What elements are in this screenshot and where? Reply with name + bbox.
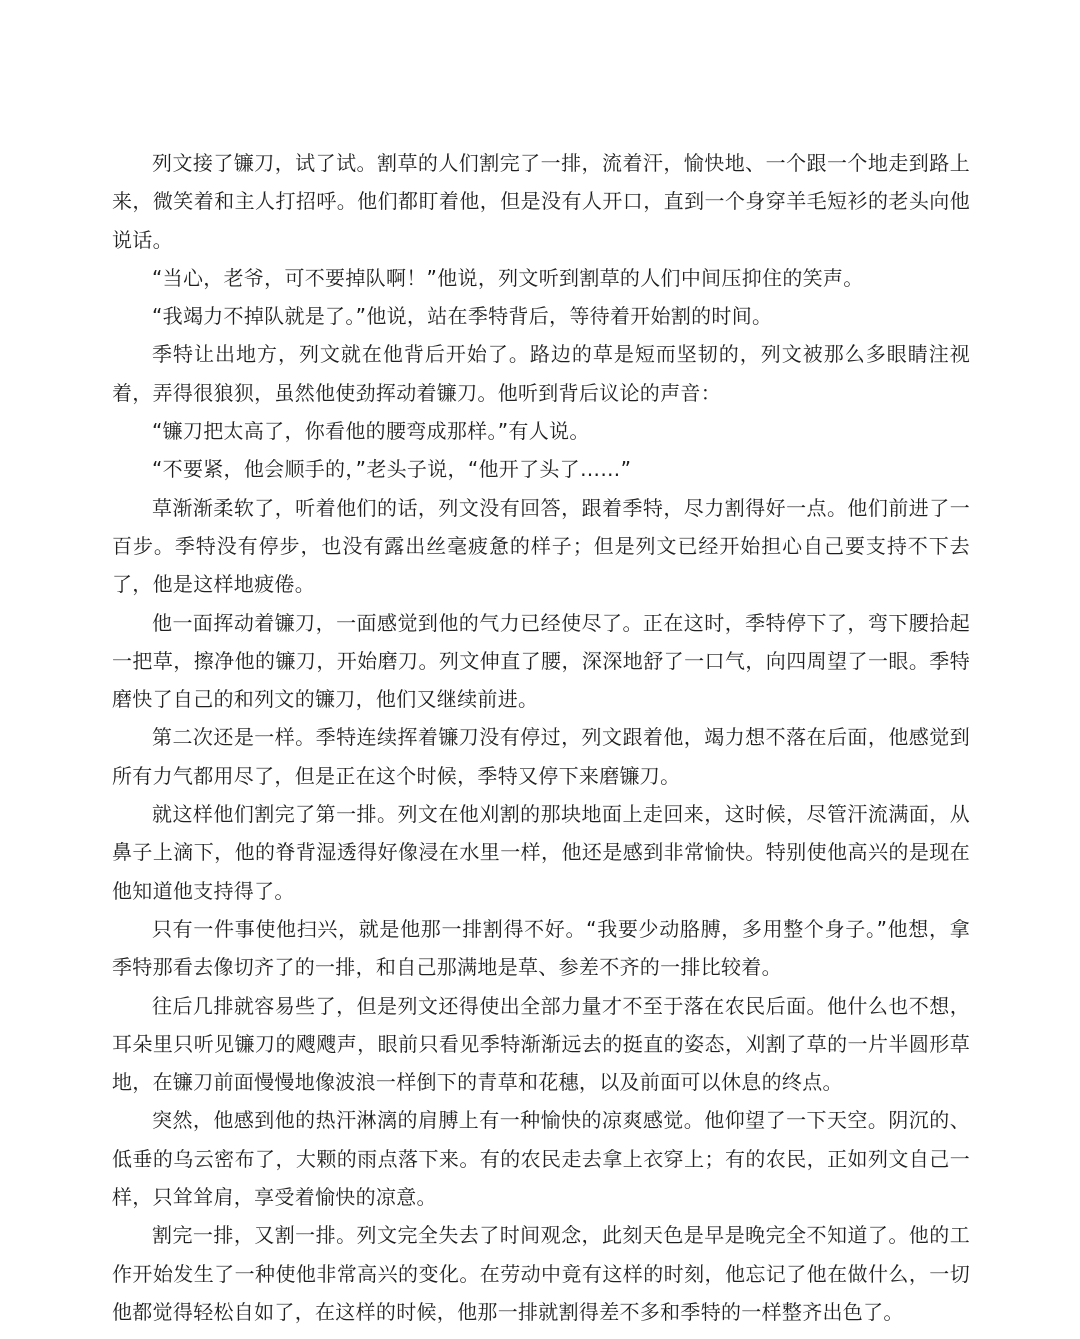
paragraph-8: 他一面挥动着镰刀，一面感觉到他的气力已经使尽了。正在这时，季特停下了，弯下腰拾起一把草，擦净他的镰刀，开始磨刀。列文伸直了腰，深深地舒了一口气，向四周望了一眼。季特磨快了自己的和列文的镰刀，他们又继续前进。 bbox=[112, 610, 970, 712]
paragraph-5: “镰刀把太高了，你看他的腰弯成那样。”有人说。 bbox=[152, 419, 590, 444]
paragraph-12: 往后几排就容易些了，但是列文还得使出全部力量才不至于落在农民后面。他什么也不想，耳朵里只听见镰刀的飕飕声，眼前只看见季特渐渐远去的挺直的姿态，刈割了草的一片半圆形草地，在镰刀前面慢慢地像波浪一样倒下的青草和花穗，以及前面可以休息的终点。 bbox=[112, 993, 970, 1095]
paragraph-2: “当心，老爷，可不要掉队啊！”他说，列文听到割草的人们中间压抑住的笑声。 bbox=[152, 265, 864, 290]
paragraph-4: 季特让出地方，列文就在他背后开始了。路边的草是短而坚韧的，列文被那么多眼睛注视着，弄得很狼狈，虽然他使劲挥动着镰刀。他听到背后议论的声音： bbox=[112, 342, 970, 405]
paragraph-1: 列文接了镰刀，试了试。割草的人们割完了一排，流着汗，愉快地、一个跟一个地走到路上来，微笑着和主人打招呼。他们都盯着他，但是没有人开口，直到一个身穿羊毛短衫的老头向他说话。 bbox=[112, 151, 970, 252]
document-body bbox=[112, 144, 970, 1331]
paragraph-11: 只有一件事使他扫兴，就是他那一排割得不好。“我要少动胳膊，多用整个身子。”他想，拿季特那看去像切齐了的一排，和自己那满地是草、参差不齐的一排比较着。 bbox=[112, 916, 970, 980]
paragraph-7: 草渐渐柔软了，听着他们的话，列文没有回答，跟着季特，尽力割得好一点。他们前进了一百步。季特没有停步，也没有露出丝毫疲惫的样子；但是列文已经开始担心自己要支持不下去了，他是这样地疲倦。 bbox=[112, 495, 970, 597]
paragraph-10: 就这样他们割完了第一排。列文在他刈割的那块地面上走回来，这时候，尽管汗流满面，从鼻子上滴下，他的脊背湿透得好像浸在水里一样，他还是感到非常愉快。特别使他高兴的是现在他知道他支持得了。 bbox=[112, 802, 970, 903]
paragraph-13: 突然，他感到他的热汗淋漓的肩膊上有一种愉快的凉爽感觉。他仰望了一下天空。阴沉的、低垂的乌云密布了，大颗的雨点落下来。有的农民走去拿上衣穿上；有的农民，正如列文自己一样，只耸耸肩，享受着愉快的凉意。 bbox=[112, 1108, 970, 1210]
paragraph-6: “不要紧，他会顺手的，”老头子说，“他开了头了……” bbox=[152, 457, 632, 482]
paragraph-14: 割完一排，又割一排。列文完全失去了时间观念，此刻天色是早是晚完全不知道了。他的工作开始发生了一种使他非常高兴的变化。在劳动中竟有这样的时刻，他忘记了他在做什么，一切他都觉得轻松自如了，在这样的时候，他那一排就割得差不多和季特的一样整齐出色了。 bbox=[112, 1223, 970, 1324]
paragraph-3: “我竭力不掉队就是了。”他说，站在季特背后，等待着开始割的时间。 bbox=[152, 304, 773, 329]
paragraph-9: 第二次还是一样。季特连续挥着镰刀没有停过，列文跟着他，竭力想不落在后面，他感觉到所有力气都用尽了，但是正在这个时候，季特又停下来磨镰刀。 bbox=[112, 725, 970, 788]
